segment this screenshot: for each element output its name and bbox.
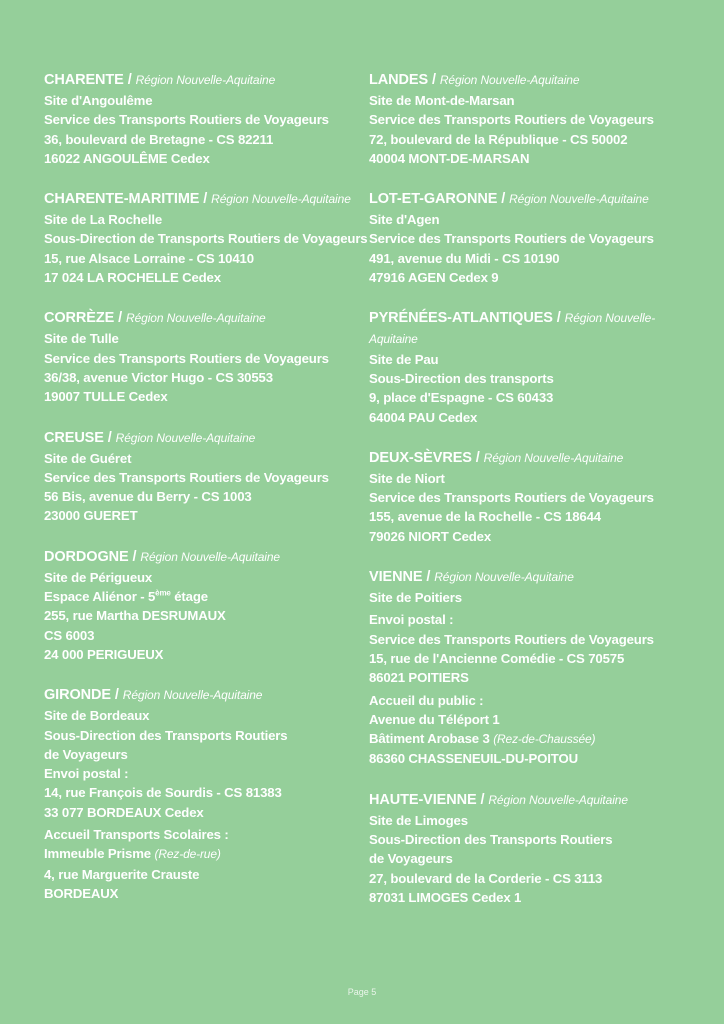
postal-city: 86021 POITIERS [369,670,469,686]
entry-pyrenees-atlantiques [369,308,669,426]
postal-city: 33 077 BORDEAUX Cedex [44,804,204,820]
postal-city: 40004 MONT-DE-MARSAN [369,150,530,166]
region-name: Région Nouvelle-Aquitaine [509,192,649,207]
building-note: (Rez-de-Chaussée) [493,732,596,747]
site-name: Site de Périgueux [44,569,153,585]
region-name: Région Nouvelle-Aquitaine [488,792,628,807]
separator: / [471,449,484,466]
floor-superscript: ème [155,588,171,598]
site-name: Site de Mont-de-Marsan [369,93,515,108]
separator: / [199,191,212,208]
postal-city: 19007 TULLE Cedex [44,389,168,405]
entry-correze [44,308,358,406]
region-name: Région Nouvelle-Aquitaine [211,192,351,207]
service-name: Service des Transports Routiers de Voyageurs [44,112,329,128]
separator: / [552,310,565,327]
department-name: GIRONDE [44,687,111,704]
entry-heading [44,70,358,91]
entry-heading [369,70,669,91]
service-name-continued: de Voyageurs [44,746,128,762]
street-address: 491, avenue du Midi - CS 10190 [369,250,560,266]
entry-haute-vienne [369,790,669,907]
entry-heading [44,189,358,210]
entry-gironde [44,685,358,903]
separator: / [476,791,489,808]
department-name: LANDES [369,72,429,88]
page-number: Page 5 [347,987,377,997]
service-name: Sous-Direction des Transports Routiers [44,727,288,743]
postal-label: Envoi postal : [369,612,454,628]
left-column [44,70,368,924]
region-name: Région Nouvelle-Aquitaine [483,450,624,465]
separator: / [428,72,440,88]
postal-city: 24 000 PERIGUEUX [44,646,164,662]
street-address: 255, rue Martha DESRUMAUX [44,608,226,624]
street-address: 56 Bis, avenue du Berry - CS 1003 [44,489,252,505]
building-name: Espace Aliénor - 5 [44,589,156,605]
building-name: Bâtiment Arobase 3 [369,731,490,747]
postal-address: 15, rue de l'Ancienne Comédie - CS 70575 [369,650,625,666]
entry-heading [44,685,358,706]
department-name: PYRÉNÉES-ATLANTIQUES [369,310,553,327]
entry-heading [369,567,669,588]
school-building [44,844,358,864]
service-name-continued: de Voyageurs [369,851,453,867]
right-column [369,70,669,928]
postal-city: 79026 NIORT Cedex [369,528,492,544]
public-city: 86360 CHASSENEUIL-DU-POITOU [369,751,578,767]
separator: / [123,72,136,88]
service-name: Service des Transports Routiers de Voyageurs [369,112,654,128]
entry-heading [44,428,358,449]
site-name: Site de Niort [369,470,445,486]
building-name: Immeuble Prisme [44,846,151,862]
department-name: LOT-ET-GARONNE [369,191,498,208]
service-name: Sous-Direction des transports [369,370,554,386]
school-address: 4, rue Marguerite Crauste [44,866,200,882]
postal-address: 14, rue François de Sourdis - CS 81383 [44,785,282,801]
postal-city: 23000 GUERET [44,508,138,524]
region-name: Région Nouvelle-Aquitaine [115,430,256,445]
region-name: Région Nouvelle-Aquitaine [126,311,266,326]
region-name: Région Nouvelle-Aquitaine [122,688,263,703]
entry-heading [369,308,669,329]
separator: / [128,548,141,565]
building-floor [44,587,358,606]
department-name: CREUSE [44,429,104,446]
site-name: Site de La Rochelle [44,212,163,228]
service-name: Service des Transports Routiers de Voyageurs [44,469,329,485]
separator: / [422,569,435,586]
entry-creuse [44,428,358,526]
entry-deux-sevres [369,448,669,546]
entry-heading [44,547,358,568]
entry-landes [369,70,669,168]
service-name: Service des Transports Routiers de Voyageurs [369,490,654,506]
public-street: Avenue du Téléport 1 [369,711,500,727]
street-address: 15, rue Alsace Lorraine - CS 10410 [44,250,254,266]
entry-dordogne [44,547,358,664]
postal-label: Envoi postal : [44,766,129,782]
region-name: Région Nouvelle-Aquitaine [434,570,574,585]
floor-label: étage [170,589,208,605]
region-name: Région Nouvelle-Aquitaine [135,73,276,87]
street-address: 155, avenue de la Rochelle - CS 18644 [369,509,601,525]
department-name: CHARENTE-MARITIME [44,191,200,208]
site-name: Site de Poitiers [369,590,462,606]
service-name: Service des Transports Routiers de Voyageurs [369,231,654,247]
postal-city: 47916 AGEN Cedex 9 [369,270,499,286]
region-name: Aquitaine [369,332,418,347]
region-name: Région Nouvelle-Aquitaine [140,549,280,564]
entry-charente-maritime [44,189,368,287]
site-name: Site de Limoges [369,812,468,828]
region-name: Région Nouvelle- [564,311,656,326]
school-city: BORDEAUX [44,885,119,901]
street-address: 36, boulevard de Bretagne - CS 82211 [44,131,274,147]
service-name: Service des Transports Routiers de Voyageurs [369,631,654,647]
entry-heading [44,308,358,329]
region-name: Région Nouvelle-Aquitaine [439,73,580,87]
entry-vienne [369,567,669,769]
street-address: 36/38, avenue Victor Hugo - CS 30553 [44,369,273,385]
service-name: Sous-Direction des Transports Routiers [369,832,613,848]
entry-heading [369,790,669,811]
postal-city: 64004 PAU Cedex [369,409,478,425]
school-reception-label: Accueil Transports Scolaires : [44,827,229,843]
site-name: Site de Bordeaux [44,708,150,724]
site-name: Site d'Agen [369,212,440,228]
region-name-continued [369,329,669,349]
department-name: DORDOGNE [44,548,129,565]
building-note: (Rez-de-rue) [154,847,221,862]
street-address: 72, boulevard de la République - CS 50002 [369,131,628,147]
department-name: CORRÈZE [44,310,115,327]
department-name: HAUTE-VIENNE [369,791,477,808]
street-address: 27, boulevard de la Corderie - CS 3113 [369,870,603,886]
entry-heading [369,448,669,469]
public-reception-label: Accueil du public : [369,692,484,708]
separator: / [103,429,116,446]
postal-city: 16022 ANGOULÊME Cedex [44,150,210,166]
site-name: Site de Guéret [44,450,132,466]
postal-city: 17 024 LA ROCHELLE Cedex [44,270,221,286]
site-name: Site de Tulle [44,331,119,347]
separator: / [110,687,123,704]
cs-number: CS 6003 [44,627,95,643]
separator: / [114,310,126,327]
postal-city: 87031 LIMOGES Cedex 1 [369,889,522,905]
site-name: Site d'Angoulême [44,93,153,108]
public-building [369,729,669,749]
entry-charente [44,70,358,168]
site-name: Site de Pau [369,351,439,367]
service-name: Service des Transports Routiers de Voyageurs [44,350,329,366]
entry-lot-et-garonne [369,189,669,287]
department-name: CHARENTE [44,72,124,88]
service-name: Sous-Direction de Transports Routiers de Voyageurs [44,231,368,247]
street-address: 9, place d'Espagne - CS 60433 [369,390,554,406]
department-name: DEUX-SÈVRES [369,449,472,466]
separator: / [497,191,510,208]
department-name: VIENNE [369,569,423,586]
entry-heading [369,189,669,210]
